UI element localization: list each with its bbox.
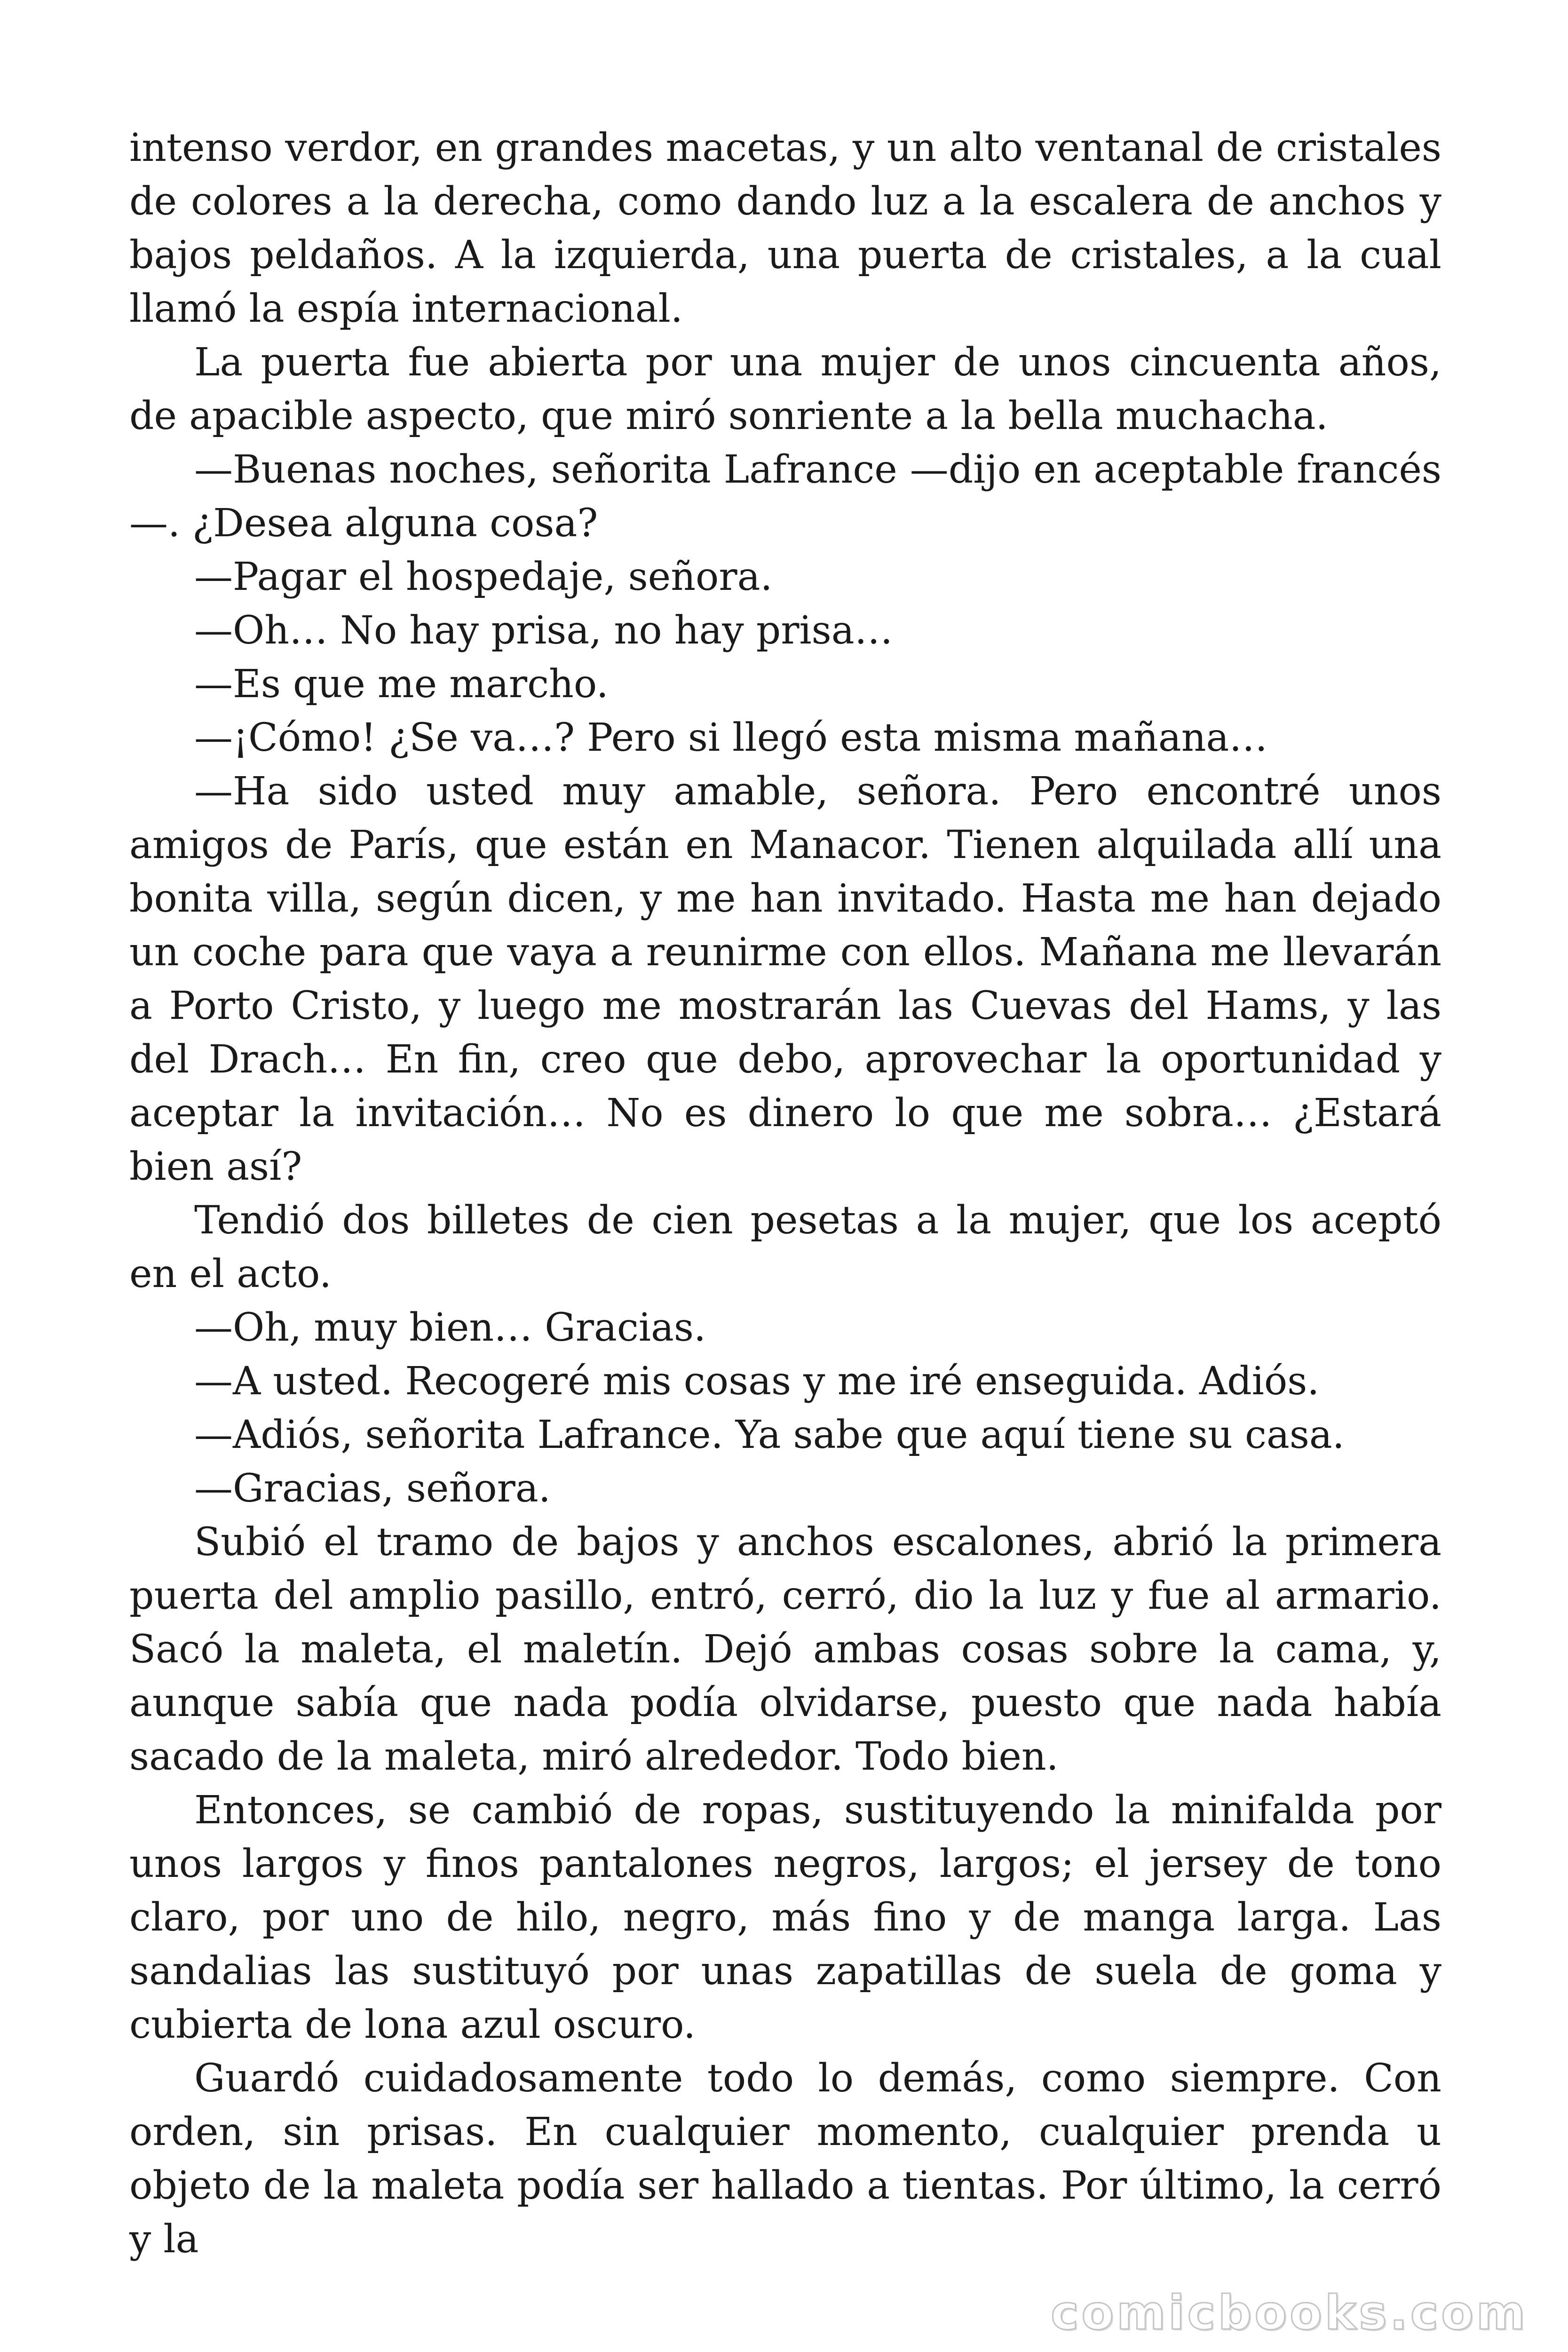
body-text [129, 121, 1441, 2266]
paragraph: Subió el tramo de bajos y anchos escalones, abrió la primera puerta del amplio pasillo, entró, cerró, dio la luz y fue al armario. Sacó la maleta, el maletín. Dejó ambas cosas sobre la cama, y, aunque sabía que nada podía olvidarse, puesto que nada había sacado de la maleta, miró alrededor. Todo bien. [129, 1520, 1441, 1779]
dialogue-line: —Adiós, señorita Lafrance. Ya sabe que aquí tiene su casa. [194, 1413, 1345, 1457]
dialogue-line: —Es que me marcho. [194, 662, 609, 707]
paragraph: Entonces, se cambió de ropas, sustituyendo la minifalda por unos largos y finos pantalones negros, largos; el jersey de tono claro, por uno de hilo, negro, más fino y de manga larga. Las sandalias las sustituyó por unas zapatillas de suela de goma y cubierta de lona azul oscuro. [129, 1788, 1441, 2047]
dialogue-line: —Gracias, señora. [194, 1466, 551, 1511]
paragraph: Guardó cuidadosamente todo lo demás, como siempre. Con orden, sin prisas. En cualquier momento, cualquier prenda u objeto de la maleta podía ser hallado a tientas. Por último, la cerró y la [129, 2056, 1441, 2262]
paragraph: La puerta fue abierta por una mujer de unos cincuenta años, de apacible aspecto, que miró sonriente a la bella muchacha. [129, 340, 1441, 438]
watermark-logo: comicbooks.com [1051, 2285, 1528, 2340]
paragraph: Tendió dos billetes de cien pesetas a la mujer, que los aceptó en el acto. [129, 1198, 1441, 1296]
dialogue-line: —A usted. Recogeré mis cosas y me iré enseguida. Adiós. [194, 1359, 1320, 1404]
dialogue-line: —¡Cómo! ¿Se va…? Pero si llegó esta misma mañana… [194, 715, 1268, 760]
dialogue-line: —Pagar el hospedaje, señora. [194, 555, 773, 599]
dialogue-line: —Oh… No hay prisa, no hay prisa… [194, 608, 893, 653]
paragraph-continuation: intenso verdor, en grandes macetas, y un alto ventanal de cristales de colores a la derecha, como dando luz a la escalera de anchos y bajos peldaños. A la izquierda, una puerta de cristales, a la cual llamó la espía internacional. [129, 126, 1441, 331]
dialogue-line: —Buenas noches, señorita Lafrance —dijo en aceptable francés —. ¿Desea alguna cosa? [129, 447, 1441, 546]
dialogue-line: —Ha sido usted muy amable, señora. Pero encontré unos amigos de París, que están en Manacor. Tienen alquilada allí una bonita villa, según dicen, y me han invitado. Hasta me han dejado un coche para que vaya a reunirme con ellos. Mañana me llevarán a Porto Cristo, y luego me mostrarán las Cuevas del Hams, y las del Drach… En fin, creo que debo, aprovechar la oportunidad y aceptar la invitación… No es dinero lo que me sobra… ¿Estará bien así? [129, 769, 1441, 1189]
dialogue-line: —Oh, muy bien… Gracias. [194, 1305, 706, 1350]
